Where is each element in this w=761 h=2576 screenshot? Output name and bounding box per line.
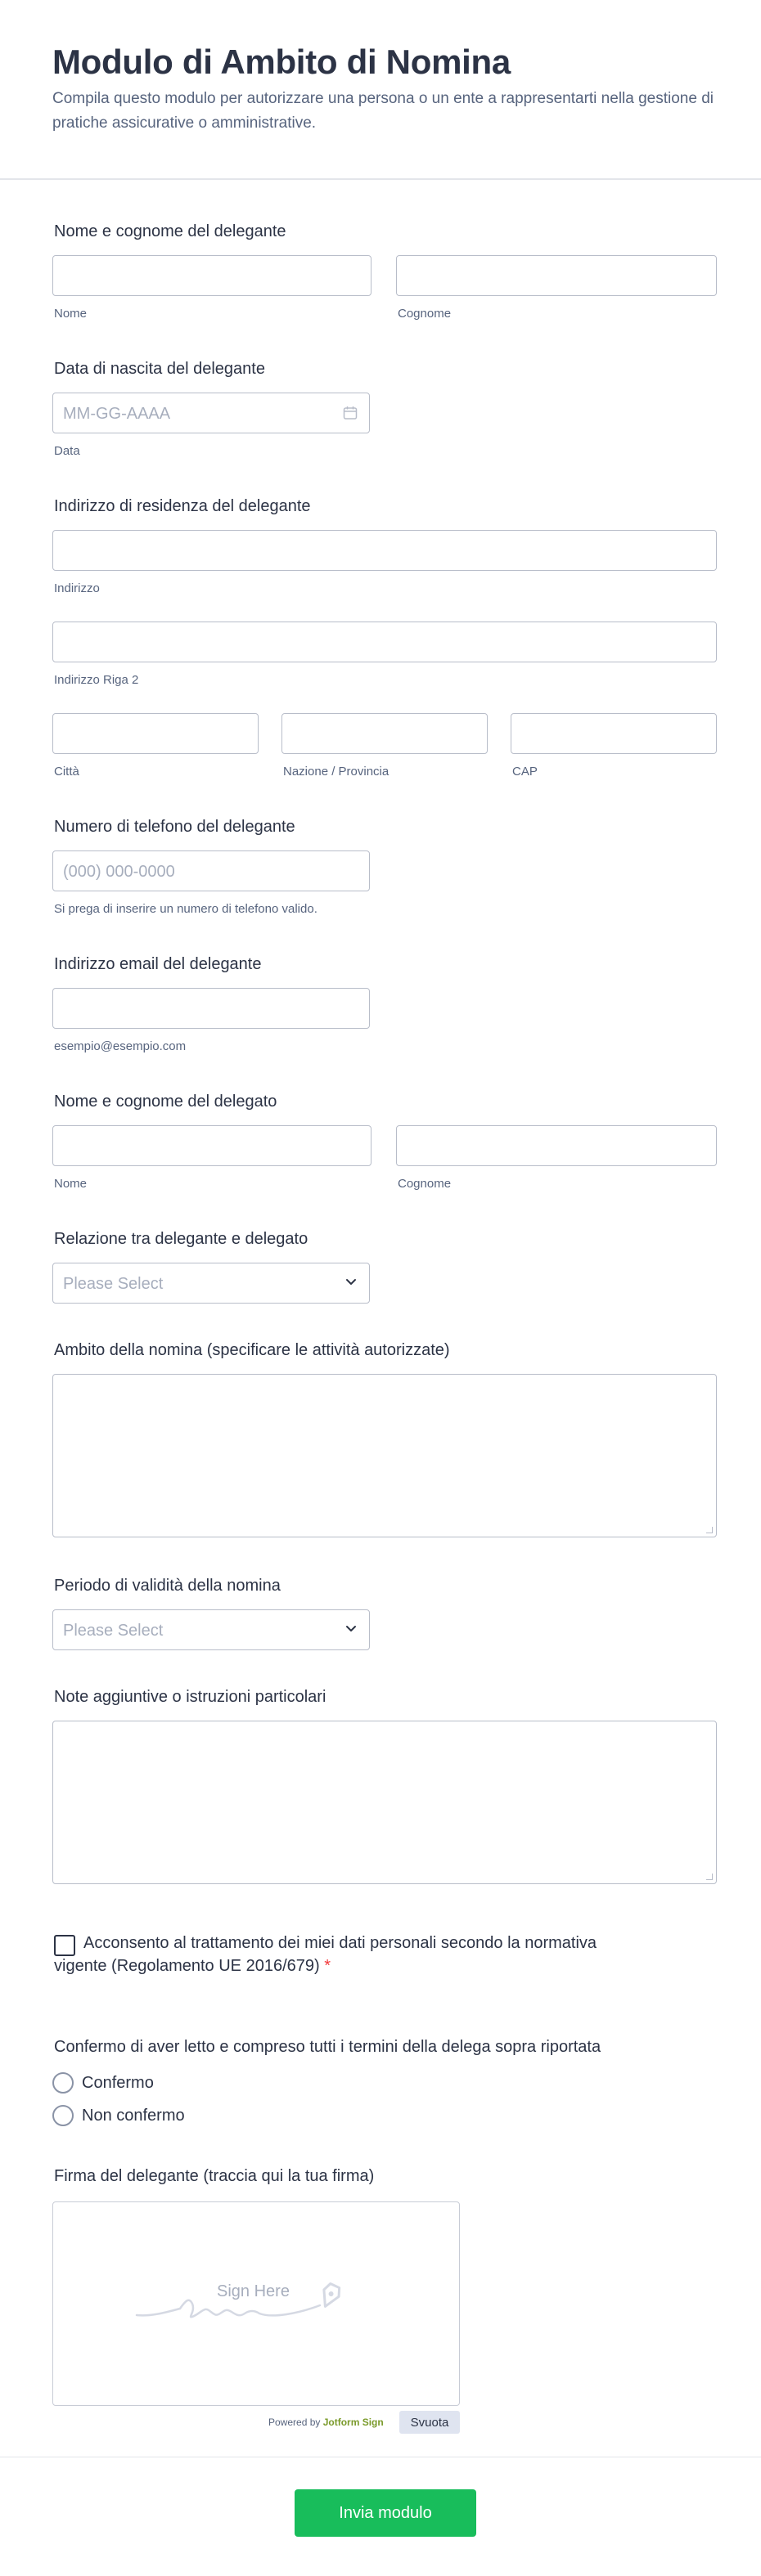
- resize-handle[interactable]: [706, 1527, 713, 1533]
- signature-pad[interactable]: [52, 2201, 460, 2406]
- address-line2-input[interactable]: [52, 622, 717, 662]
- relation-select[interactable]: [52, 1263, 370, 1304]
- chevron-down-icon: [344, 1622, 358, 1635]
- email-label: Indirizzo email del delegante: [54, 955, 262, 973]
- form-title: Modulo di Ambito di Nomina: [52, 43, 511, 81]
- relation-label: Relazione tra delegante e delegato: [54, 1230, 308, 1248]
- email-sublabel: esempio@esempio.com: [54, 1039, 187, 1053]
- phone-sublabel: Si prega di inserire un numero di telefono valido.: [54, 902, 317, 916]
- birth-date-input[interactable]: [52, 393, 370, 433]
- delegante-last-name-sublabel: Cognome: [398, 307, 452, 321]
- calendar-icon[interactable]: [343, 406, 358, 420]
- birth-date-placeholder: MM-GG-AAAA: [63, 405, 171, 423]
- address-line1-sublabel: Indirizzo: [54, 581, 100, 595]
- delegante-first-name-input[interactable]: [52, 255, 371, 296]
- consent-text: Acconsento al trattamento dei miei dati personali secondo la normativa vigente (Regolamento UE 2016/679): [54, 1934, 597, 1975]
- resize-handle[interactable]: [706, 1874, 713, 1880]
- clear-signature-button[interactable]: Svuota: [399, 2411, 460, 2434]
- validity-select[interactable]: [52, 1609, 370, 1650]
- signature-placeholder: Sign Here: [217, 2282, 290, 2300]
- radio-confermo-label[interactable]: Confermo: [82, 2074, 154, 2092]
- delegante-name-label: Nome e cognome del delegante: [54, 222, 286, 240]
- radio-non-confermo[interactable]: [52, 2105, 74, 2126]
- delegante-last-name-input[interactable]: [396, 255, 717, 296]
- address-label: Indirizzo di residenza del delegante: [54, 497, 311, 515]
- required-mark: *: [324, 1957, 331, 1975]
- relation-selected-value: Please Select: [63, 1275, 164, 1293]
- birth-date-sublabel: Data: [54, 444, 80, 458]
- zip-input[interactable]: [511, 713, 717, 754]
- delegato-first-name-input[interactable]: [52, 1125, 371, 1166]
- birth-date-label: Data di nascita del delegante: [54, 360, 265, 378]
- radio-non-confermo-label[interactable]: Non confermo: [82, 2107, 185, 2125]
- form-header: [0, 0, 761, 180]
- scope-label: Ambito della nomina (specificare le attività autorizzate): [54, 1341, 450, 1359]
- email-input[interactable]: [52, 988, 370, 1029]
- phone-input[interactable]: [52, 850, 370, 891]
- powered-by: [268, 2416, 384, 2429]
- delegato-name-label: Nome e cognome del delegato: [54, 1093, 277, 1111]
- city-input[interactable]: [52, 713, 259, 754]
- delegato-last-name-sublabel: Cognome: [398, 1177, 452, 1191]
- radio-confermo[interactable]: [52, 2072, 74, 2094]
- zip-sublabel: CAP: [512, 765, 538, 779]
- consent-label[interactable]: [54, 1932, 643, 1977]
- address-line1-input[interactable]: [52, 530, 717, 571]
- confirm-label: Confermo di aver letto e compreso tutti i termini della delega sopra riportata: [54, 2038, 601, 2056]
- city-sublabel: Città: [54, 765, 79, 779]
- scope-textarea[interactable]: [52, 1374, 717, 1537]
- notes-label: Note aggiuntive o istruzioni particolari: [54, 1688, 326, 1706]
- submit-button[interactable]: Invia modulo: [295, 2489, 476, 2537]
- state-province-sublabel: Nazione / Provincia: [283, 765, 390, 779]
- delegato-last-name-input[interactable]: [396, 1125, 717, 1166]
- signature-label: Firma del delegante (traccia qui la tua firma): [54, 2167, 375, 2185]
- jotform-sign-brand: Jotform Sign: [322, 2417, 384, 2428]
- form-description: Compila questo modulo per autorizzare una persona o un ente a rappresentarti nella gestione di pratiche assicurative o amministrative.: [52, 90, 714, 132]
- validity-label: Periodo di validità della nomina: [54, 1577, 281, 1595]
- delegato-first-name-sublabel: Nome: [54, 1177, 88, 1191]
- validity-selected-value: Please Select: [63, 1622, 164, 1640]
- phone-placeholder: (000) 000-0000: [63, 863, 175, 881]
- address-line2-sublabel: Indirizzo Riga 2: [54, 673, 139, 687]
- chevron-down-icon: [344, 1275, 358, 1288]
- notes-textarea[interactable]: [52, 1721, 717, 1884]
- phone-label: Numero di telefono del delegante: [54, 818, 295, 836]
- powered-by-prefix: Powered by: [268, 2417, 321, 2428]
- delegante-first-name-sublabel: Nome: [54, 307, 88, 321]
- state-province-input[interactable]: [281, 713, 488, 754]
